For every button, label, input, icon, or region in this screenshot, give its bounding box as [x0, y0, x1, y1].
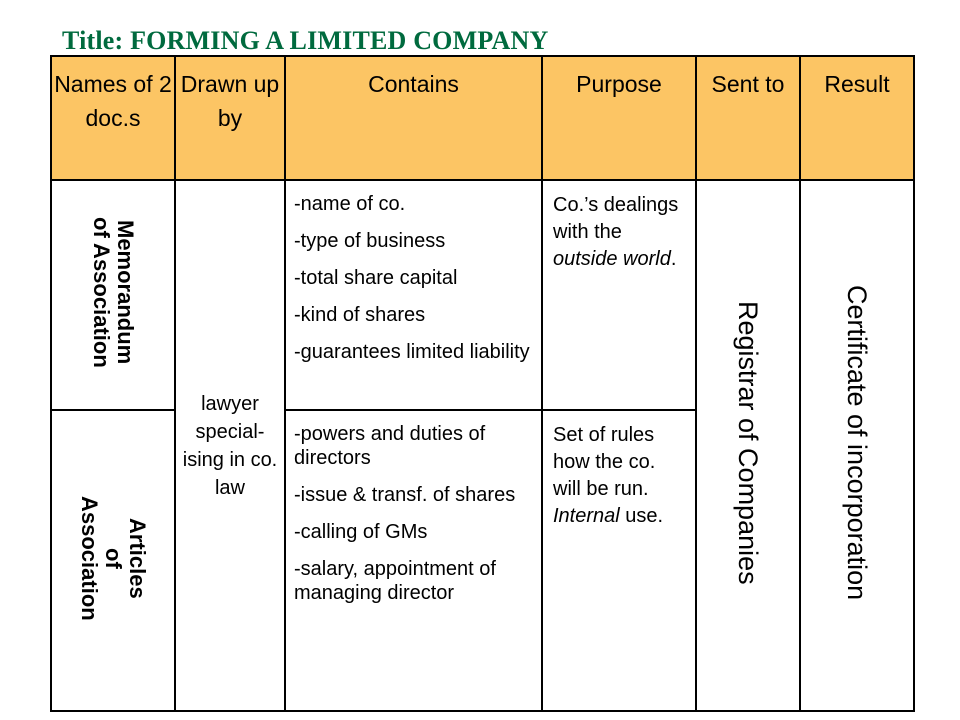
header-names-of-docs: Names of 2 doc.s	[51, 56, 175, 180]
memorandum-contains-cell	[285, 180, 542, 410]
list-item: -type of business	[294, 230, 446, 252]
memorandum-name: Memorandum of Association	[89, 217, 138, 368]
memorandum-purpose-cell	[542, 180, 696, 410]
result-cell	[800, 180, 914, 711]
list-item: -total share capital	[294, 267, 458, 289]
memorandum-name-cell	[51, 180, 175, 410]
slide-title: Title: FORMING A LIMITED COMPANY	[62, 26, 549, 55]
header-row	[51, 56, 914, 180]
articles-purpose-text: Set of rules how the co. will be run. Internal use.	[553, 424, 664, 527]
header-drawn-up-by: Drawn up by	[175, 56, 285, 180]
result-text: Certificate of incorporation	[842, 285, 872, 601]
header-purpose: Purpose	[542, 56, 696, 180]
memorandum-purpose-text: Co.’s dealings with the outside world.	[553, 194, 679, 270]
sent-to-cell	[696, 180, 800, 711]
header-sent-to: Sent to	[696, 56, 800, 180]
articles-name: Articles of Association	[77, 495, 150, 621]
drawn-up-by-cell	[175, 180, 285, 711]
header-result: Result	[800, 56, 914, 180]
articles-name-cell	[51, 410, 175, 711]
articles-contains-cell	[285, 410, 542, 711]
drawn-up-by-text: lawyer special-ising in co. law	[182, 392, 278, 499]
list-item: -kind of shares	[294, 304, 426, 326]
memorandum-contains-list	[294, 192, 533, 364]
articles-purpose-cell	[542, 410, 696, 711]
header-contains: Contains	[285, 56, 542, 180]
list-item: -issue & transf. of shares	[294, 484, 516, 506]
list-item: -powers and duties of directors	[294, 423, 486, 469]
list-item: -salary, appointment of managing director	[294, 558, 496, 604]
list-item: -name of co.	[294, 193, 406, 215]
list-item: -calling of GMs	[294, 521, 428, 543]
list-item: -guarantees limited liability	[294, 341, 530, 363]
memorandum-row	[51, 180, 914, 410]
company-documents-table	[50, 55, 915, 712]
sent-to-text: Registrar of Companies	[733, 301, 763, 585]
articles-contains-list	[294, 422, 533, 605]
